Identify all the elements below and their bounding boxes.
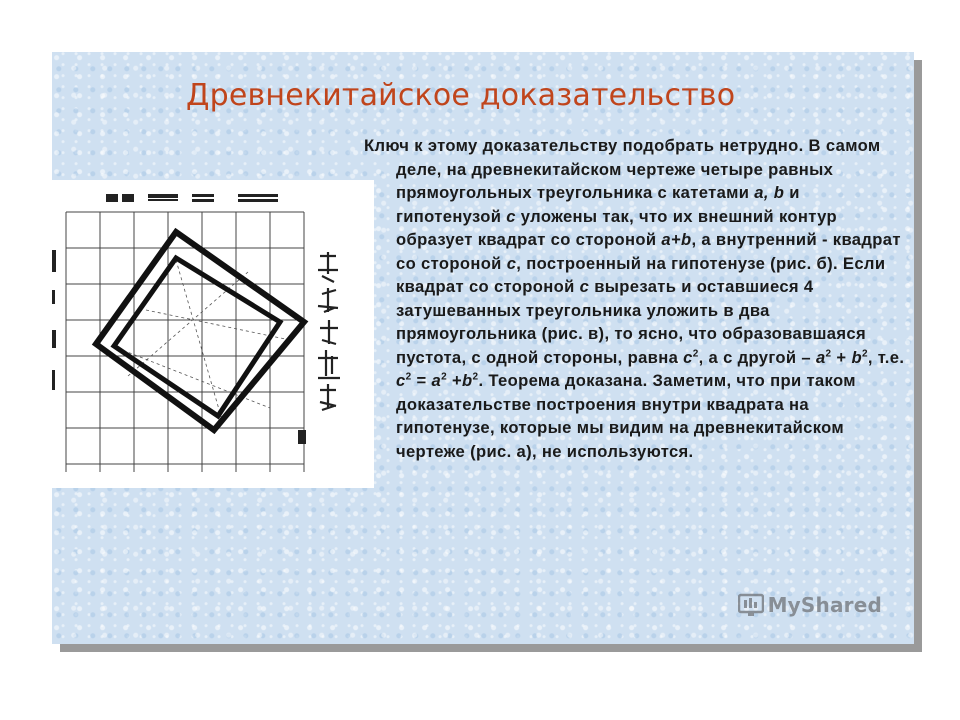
slide-body-text xyxy=(364,134,906,463)
text-run: + xyxy=(831,347,852,367)
text-run: Ключ к этому доказательству подобрать нетрудно. В самом деле, на древнекитайском чертеже четыре равных прямоугольных треугольника с катетами xyxy=(364,136,881,202)
italic-symbol: а xyxy=(815,347,826,367)
superscript: 2 xyxy=(405,371,412,383)
slide xyxy=(52,52,914,644)
ancient-chinese-diagram xyxy=(52,180,374,488)
italic-symbol: с xyxy=(396,371,406,390)
italic-symbol: с xyxy=(506,206,516,226)
text-run: , а внутренний - квадрат со стороной xyxy=(396,230,901,273)
superscript: 2 xyxy=(441,371,447,383)
myshared-watermark xyxy=(738,592,882,618)
text-run: = xyxy=(411,371,432,390)
italic-symbol: a, b xyxy=(754,183,785,202)
superscript: 2 xyxy=(472,371,479,383)
text-run: + xyxy=(447,371,463,390)
italic-symbol: b xyxy=(851,347,862,367)
calligraphy-marks xyxy=(318,252,340,410)
italic-symbol: а xyxy=(431,371,442,390)
italic-symbol: b xyxy=(462,371,473,390)
superscript: 2 xyxy=(692,347,699,359)
slide-title: Древнекитайское доказательство xyxy=(186,78,736,113)
text-run: уложены так, что их внешний контур образует квадрат со стороной xyxy=(396,206,837,249)
text-run: , построенный на гипотенузе (рис. б). Если квадрат со стороной xyxy=(396,253,886,296)
italic-symbol: а+b xyxy=(661,230,692,249)
text-run: . Теорема доказана. Заметим, что при таком доказательстве построения внутри квадрата на гипотенузе, которые мы видим на древнекитайском чертеже (рис. а), не используются. xyxy=(396,371,856,461)
diagram-svg xyxy=(52,180,374,488)
superscript: 2 xyxy=(861,347,868,359)
text-run: , т.е. xyxy=(867,347,905,367)
text-run: вырезать и оставшиеся 4 затушеванных треугольника уложить в два прямоугольника (рис. в), то ясно, что образовавшаяся пустота, с одной стороны, равна xyxy=(396,277,867,367)
myshared-logo-icon xyxy=(738,592,764,618)
text-run: и гипотенузой xyxy=(396,183,800,226)
text-run: , а с другой – xyxy=(698,347,816,367)
italic-symbol: с xyxy=(683,347,693,367)
italic-symbol: с xyxy=(506,253,517,273)
watermark-text: MyShared xyxy=(767,593,882,617)
italic-symbol: с xyxy=(579,277,590,296)
superscript: 2 xyxy=(825,347,832,359)
